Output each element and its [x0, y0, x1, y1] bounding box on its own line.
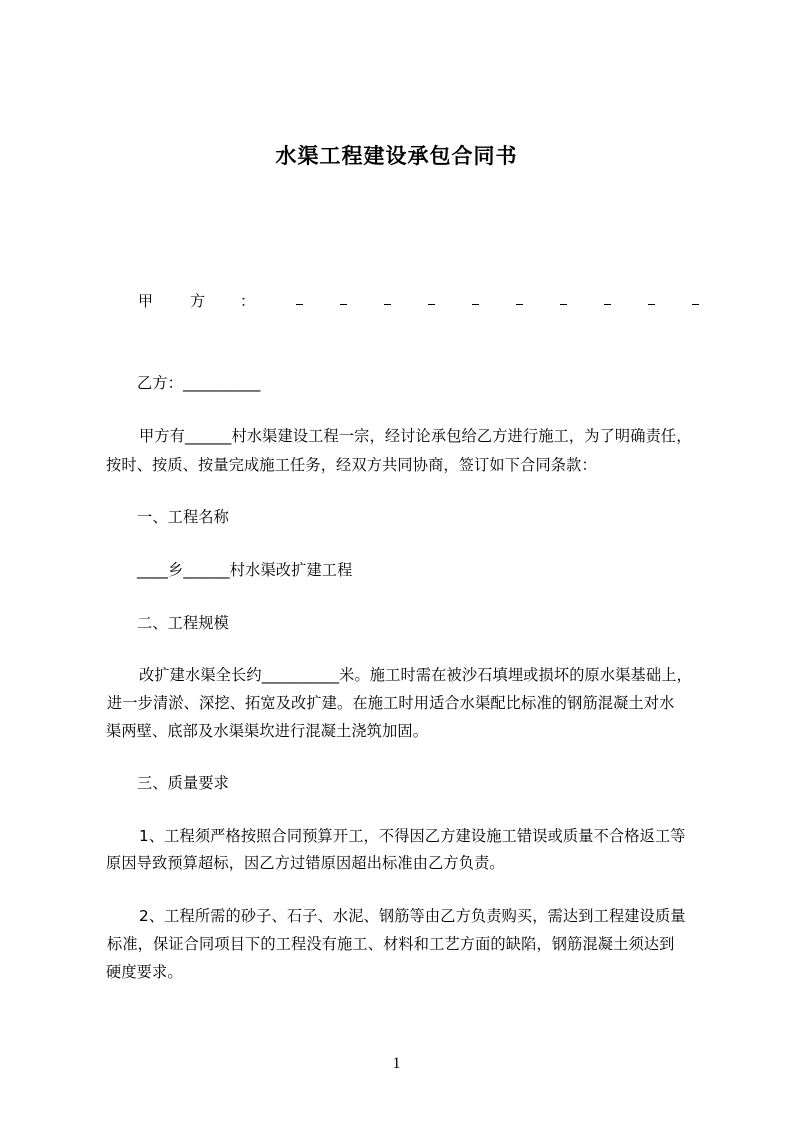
- party-a-blank-dash: [340, 304, 347, 305]
- party-a-blank-dash: [648, 304, 655, 305]
- document-title: 水渠工程建设承包合同书: [275, 144, 518, 168]
- party-a-blank-dash: [296, 304, 303, 305]
- section3-item1-line-1: 1、工程须严格按照合同预算开工，不得因乙方建设施工错误或质量不合格返工等: [139, 827, 686, 845]
- section3-item2-line-3: 硬度要求。: [106, 963, 183, 981]
- section2-line-3: 渠两壁、底部及水渠渠坎进行混凝土浇筑加固。: [106, 722, 429, 740]
- intro-line-1: 甲方有______村水渠建设工程一宗，经讨论承包给乙方进行施工，为了明确责任，: [139, 427, 692, 445]
- party-a-blank-dash: [428, 304, 435, 305]
- party-a-blank-dash: [384, 304, 391, 305]
- party-a-char1: 甲: [138, 292, 154, 310]
- party-a-blank-dash: [516, 304, 523, 305]
- section3-heading: 三、质量要求: [137, 774, 230, 792]
- party-a-colon: ：: [240, 292, 256, 310]
- section3-item2-line-1: 2、工程所需的砂子、石子、水泥、钢筋等由乙方负责购买，需达到工程建设质量: [139, 907, 686, 925]
- section2-line-1: 改扩建水渠全长约__________米。施工时需在被沙石填埋或损坏的原水渠基础上，: [139, 666, 692, 684]
- page-number: 1: [392, 1055, 401, 1072]
- section1-heading: 一、工程名称: [137, 508, 230, 526]
- intro-line-2: 按时、按质、按量完成施工任务，经双方共同协商，签订如下合同条款：: [106, 456, 597, 474]
- section3-item1-line-2: 原因导致预算超标，因乙方过错原因超出标准由乙方负责。: [106, 854, 505, 872]
- party-a-blank-dash: [604, 304, 611, 305]
- section1-body: ____乡______村水渠改扩建工程: [137, 561, 353, 579]
- party-b-line: 乙方：__________: [137, 374, 261, 392]
- section2-line-2: 进一步清淤、深挖、拓宽及改扩建。在施工时用适合水渠配比标准的钢筋混凝土对水: [107, 694, 675, 712]
- party-a-blank-dash: [692, 304, 699, 305]
- section3-item2-line-2: 标准，保证合同项目下的工程没有施工、材料和工艺方面的缺陷，钢筋混凝土须达到: [107, 935, 675, 953]
- party-a-char2: 方: [190, 292, 206, 310]
- section2-heading: 二、工程规模: [137, 614, 230, 632]
- party-a-blank-dash: [560, 304, 567, 305]
- party-a-blank-dash: [472, 304, 479, 305]
